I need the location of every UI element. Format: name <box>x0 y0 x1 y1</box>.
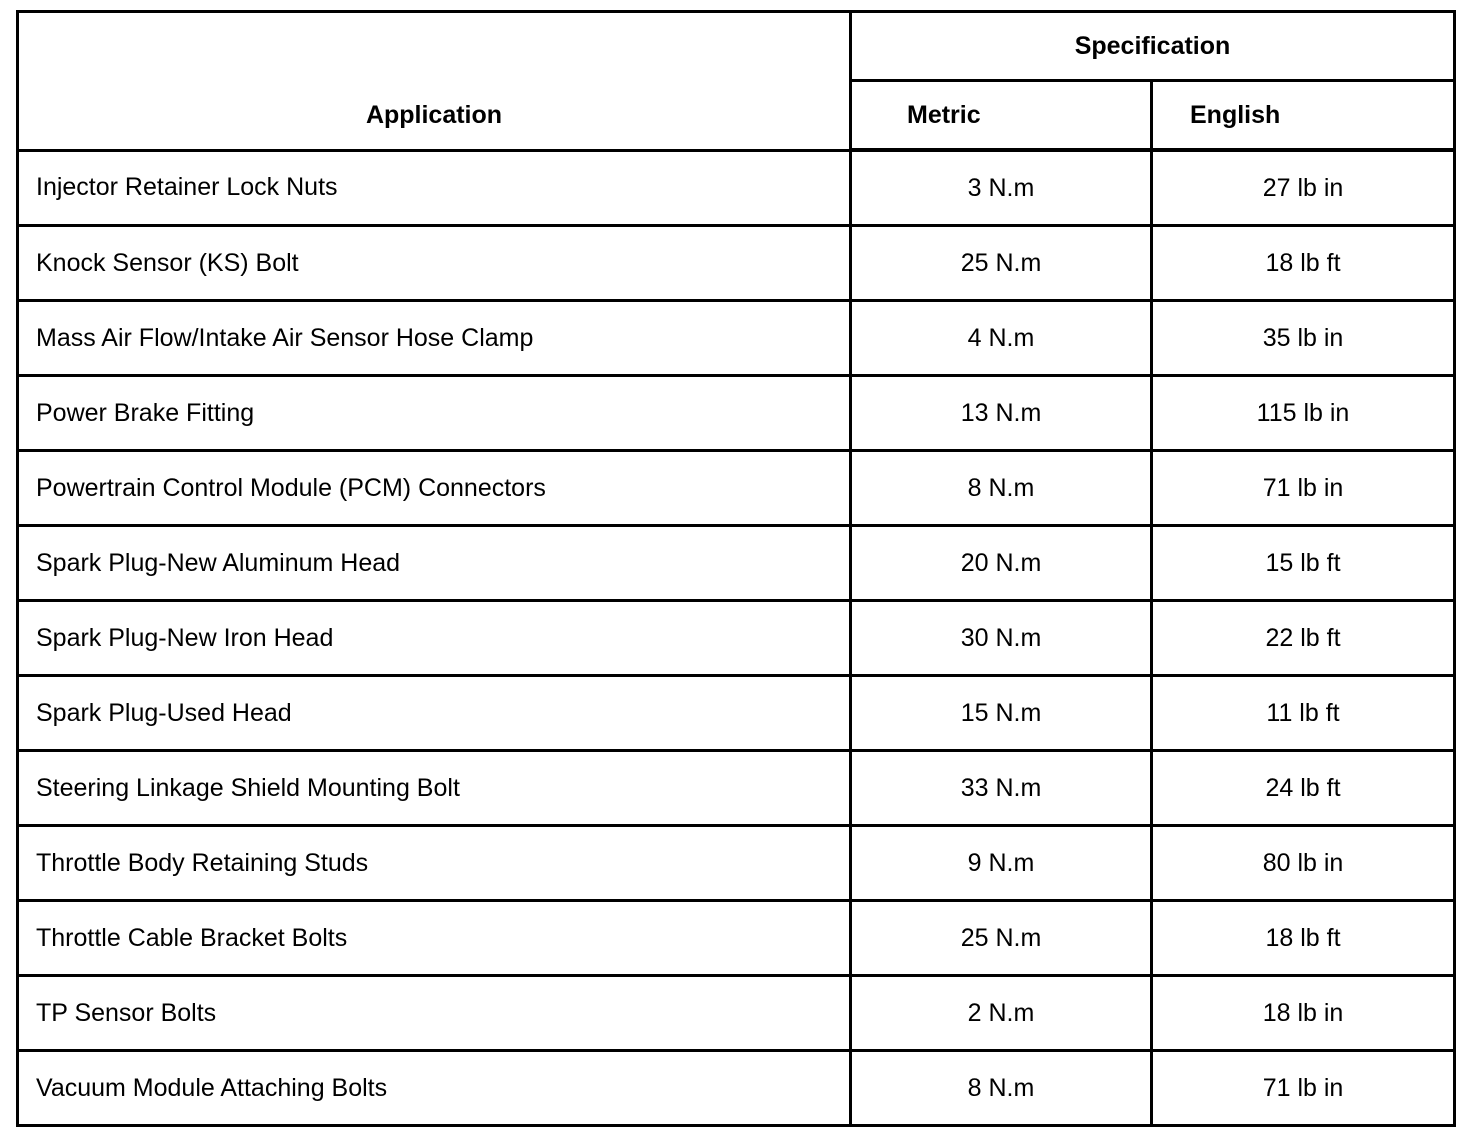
application-cell: Powertrain Control Module (PCM) Connectors <box>18 451 851 526</box>
application-cell: Spark Plug-Used Head <box>18 676 851 751</box>
english-torque-cell: 18 lb ft <box>1152 901 1455 976</box>
metric-torque-cell: 8 N.m <box>851 1051 1152 1126</box>
application-column-header: Application <box>18 12 851 151</box>
english-torque-cell: 71 lb in <box>1152 1051 1455 1126</box>
english-torque-cell: 71 lb in <box>1152 451 1455 526</box>
metric-torque-cell: 8 N.m <box>851 451 1152 526</box>
table-row <box>18 301 1455 376</box>
metric-torque-cell: 30 N.m <box>851 601 1152 676</box>
english-torque-cell: 115 lb in <box>1152 376 1455 451</box>
specification-group-header: Specification <box>851 12 1455 81</box>
application-cell: Steering Linkage Shield Mounting Bolt <box>18 751 851 826</box>
metric-column-header: Metric <box>851 81 1152 151</box>
metric-torque-cell: 3 N.m <box>851 150 1152 226</box>
english-torque-cell: 80 lb in <box>1152 826 1455 901</box>
table-row <box>18 150 1455 226</box>
table-body <box>18 150 1455 1126</box>
table-row <box>18 826 1455 901</box>
table-header <box>18 12 1455 151</box>
english-torque-cell: 18 lb in <box>1152 976 1455 1051</box>
metric-torque-cell: 15 N.m <box>851 676 1152 751</box>
table-row <box>18 901 1455 976</box>
metric-torque-cell: 2 N.m <box>851 976 1152 1051</box>
metric-torque-cell: 20 N.m <box>851 526 1152 601</box>
metric-torque-cell: 9 N.m <box>851 826 1152 901</box>
english-torque-cell: 15 lb ft <box>1152 526 1455 601</box>
metric-torque-cell: 4 N.m <box>851 301 1152 376</box>
english-torque-cell: 27 lb in <box>1152 150 1455 226</box>
english-torque-cell: 18 lb ft <box>1152 226 1455 301</box>
application-cell: Knock Sensor (KS) Bolt <box>18 226 851 301</box>
table-row <box>18 226 1455 301</box>
application-cell: Mass Air Flow/Intake Air Sensor Hose Clamp <box>18 301 851 376</box>
table-row <box>18 676 1455 751</box>
application-cell: Power Brake Fitting <box>18 376 851 451</box>
table-row <box>18 376 1455 451</box>
metric-torque-cell: 25 N.m <box>851 901 1152 976</box>
english-torque-cell: 24 lb ft <box>1152 751 1455 826</box>
metric-torque-cell: 25 N.m <box>851 226 1152 301</box>
metric-torque-cell: 33 N.m <box>851 751 1152 826</box>
table-row <box>18 976 1455 1051</box>
table-row <box>18 526 1455 601</box>
english-torque-cell: 11 lb ft <box>1152 676 1455 751</box>
application-cell: Throttle Cable Bracket Bolts <box>18 901 851 976</box>
english-torque-cell: 35 lb in <box>1152 301 1455 376</box>
table-row <box>18 601 1455 676</box>
table-row <box>18 451 1455 526</box>
table-row <box>18 751 1455 826</box>
application-cell: Injector Retainer Lock Nuts <box>18 150 851 226</box>
application-cell: TP Sensor Bolts <box>18 976 851 1051</box>
english-torque-cell: 22 lb ft <box>1152 601 1455 676</box>
metric-torque-cell: 13 N.m <box>851 376 1152 451</box>
application-cell: Vacuum Module Attaching Bolts <box>18 1051 851 1126</box>
table-row <box>18 1051 1455 1126</box>
header-row-top <box>18 12 1455 81</box>
english-column-header: English <box>1152 81 1455 151</box>
application-cell: Spark Plug-New Aluminum Head <box>18 526 851 601</box>
fastener-specification-table <box>16 10 1456 1127</box>
application-cell: Throttle Body Retaining Studs <box>18 826 851 901</box>
application-cell: Spark Plug-New Iron Head <box>18 601 851 676</box>
